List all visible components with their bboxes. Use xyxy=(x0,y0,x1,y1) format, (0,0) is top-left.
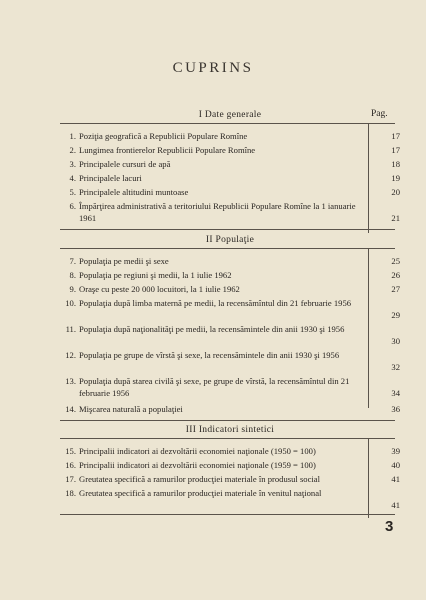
entry-page: 20 xyxy=(391,187,400,197)
entry-number: 15. xyxy=(65,446,76,456)
entry-number: 16. xyxy=(65,460,76,470)
entry-page: 41 xyxy=(391,474,400,484)
section-title: II Populaţie xyxy=(205,235,255,245)
entry-title: Populaţia după limba maternă pe medii, la recensămîntul din 21 februarie 1956 xyxy=(79,298,352,308)
entry-title: Greutatea specifică a ramurilor producţiei materiale în venitul naţional xyxy=(79,488,322,498)
divider-line xyxy=(60,514,395,515)
entry-title: Greutatea specifică a ramurilor producţiei materiale în produsul social xyxy=(79,474,321,484)
entry-number: 10. xyxy=(65,298,76,308)
entry-page: 21 xyxy=(391,213,400,223)
divider-line xyxy=(60,438,395,439)
entry-title: Principalele altitudini muntoase xyxy=(79,187,189,197)
entry-title: Lungimea frontierelor Republicii Populare Romîne xyxy=(79,145,256,155)
entry-number: 17. xyxy=(65,474,76,484)
entry-page: 41 xyxy=(391,500,400,510)
entry-page: 27 xyxy=(391,284,400,294)
entry-number: 14. xyxy=(65,404,76,414)
section-title: I Date generale xyxy=(198,110,262,120)
entry-page: 19 xyxy=(391,173,400,183)
entry-number: 1. xyxy=(69,131,76,141)
entry-page: 29 xyxy=(391,310,400,320)
page-number: 3 xyxy=(385,518,394,535)
entry-page: 34 xyxy=(391,388,400,398)
entry-title: Oraşe cu peste 20 000 locuitori, la 1 iulie 1962 xyxy=(79,284,240,294)
entry-title: Populaţia pe grupe de vîrstă şi sexe, la recensămintele din anii 1930 şi 1956 xyxy=(79,350,340,360)
divider-line xyxy=(60,123,395,124)
entry-page: 39 xyxy=(391,446,400,456)
entry-number: 13. xyxy=(65,376,76,386)
entry-page: 32 xyxy=(391,362,400,372)
entry-page: 18 xyxy=(391,159,400,169)
section-title: III Indicatori sintetici xyxy=(185,425,275,435)
entry-number: 7. xyxy=(69,256,76,266)
entry-title: Populaţia pe regiuni şi medii, la 1 iulie 1962 xyxy=(79,270,232,280)
entry-page: 36 xyxy=(391,404,400,414)
entry-number: 18. xyxy=(65,488,76,498)
divider-line xyxy=(60,420,395,421)
page-title: CUPRINS xyxy=(172,60,254,76)
entry-number: 5. xyxy=(69,187,76,197)
entry-title: Mişcarea naturală a populaţiei xyxy=(79,404,183,414)
entry-title: Principalele lacuri xyxy=(79,173,142,183)
entry-page: 25 xyxy=(391,256,400,266)
entry-title: Poziţia geografică a Republicii Populare Romîne xyxy=(79,131,248,141)
entry-number: 4. xyxy=(69,173,76,183)
entry-number: 11. xyxy=(65,324,76,334)
page-column-label: Pag. xyxy=(371,109,388,119)
entry-number: 6. xyxy=(69,201,76,211)
divider-line xyxy=(60,248,395,249)
entry-page: 30 xyxy=(391,336,400,346)
entry-title: Principalii indicatori ai dezvoltării economiei naţionale (1959 = 100) xyxy=(79,460,316,470)
entry-page: 17 xyxy=(391,131,400,141)
entry-number: 9. xyxy=(69,284,76,294)
entry-title: Populaţia după starea civilă şi sexe, pe grupe de vîrstă, la recensămîntul din 21 februarie 1956 xyxy=(79,376,350,398)
entry-number: 12. xyxy=(65,350,76,360)
entry-title: Populaţia pe medii şi sexe xyxy=(79,256,169,266)
entry-number: 2. xyxy=(69,145,76,155)
entry-page: 40 xyxy=(391,460,400,470)
entry-title: Populaţia după naţionalităţi pe medii, la recensămintele din anii 1930 şi 1956 xyxy=(79,324,345,334)
entry-page: 26 xyxy=(391,270,400,280)
entry-title: Principalii indicatori ai dezvoltării economiei naţionale (1950 = 100) xyxy=(79,446,316,456)
entry-number: 8. xyxy=(69,270,76,280)
divider-line xyxy=(60,229,395,230)
entry-title: Împărţirea administrativă a teritoriului Republicii Populare Romîne la 1 ianuarie 1961 xyxy=(79,201,356,223)
entry-page: 17 xyxy=(391,145,400,155)
entry-title: Principalele cursuri de apă xyxy=(79,159,171,169)
entry-number: 3. xyxy=(69,159,76,169)
